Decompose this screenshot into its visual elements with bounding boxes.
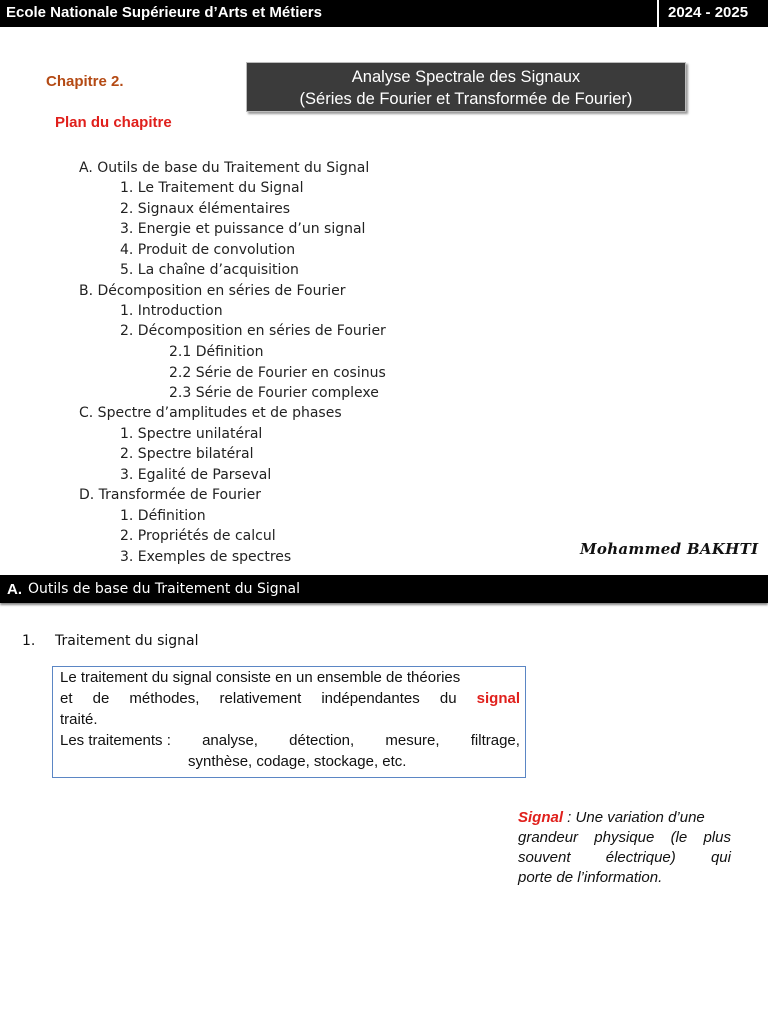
plan-item: 2.1 Définition <box>169 344 264 360</box>
definition-word: filtrage, <box>470 732 520 749</box>
section-title: Outils de base du Traitement du Signal <box>28 581 300 597</box>
definition-word: de <box>92 690 110 707</box>
note-text: : Une variation d’une <box>563 809 705 826</box>
definition-word: du <box>439 690 457 707</box>
definition-word: détection, <box>289 732 355 749</box>
signal-highlight: signal <box>476 690 520 707</box>
subsection-title: Traitement du signal <box>55 633 199 649</box>
definition-line: Le traitement du signal consiste en un ensemble de théories <box>60 669 461 686</box>
header-separator <box>657 0 659 27</box>
note-word: qui <box>710 849 731 866</box>
note-word: souvent <box>518 849 571 866</box>
plan-item: 2. Décomposition en séries de Fourier <box>120 323 386 339</box>
definition-line <box>60 731 520 751</box>
plan-item: 1. Spectre unilatéral <box>120 426 263 442</box>
definition-word: relativement <box>219 690 302 707</box>
note-line <box>518 848 731 868</box>
definition-word: méthodes, <box>129 690 200 707</box>
chapter-label: Chapitre 2. <box>46 73 124 90</box>
definition-box <box>52 666 526 778</box>
plan-item: C. Spectre d’amplitudes et de phases <box>79 405 342 421</box>
definition-word: Les traitements : <box>60 732 171 749</box>
academic-year: 2024 - 2025 <box>668 4 749 21</box>
plan-item: A. Outils de base du Traitement du Signal <box>79 160 370 176</box>
note-line: porte de l’information. <box>518 869 663 886</box>
author-signature: Mohammed BAKHTI <box>580 540 759 558</box>
chapter-title-line1: Analyse Spectrale des Signaux <box>351 68 581 86</box>
subsection-number: 1. <box>22 633 36 649</box>
note-word: grandeur <box>518 829 579 846</box>
plan-item: 2. Spectre bilatéral <box>120 446 254 462</box>
note-word: physique <box>594 829 655 846</box>
section-letter: A. <box>7 581 22 598</box>
plan-label: Plan du chapitre <box>55 114 172 131</box>
definition-word: analyse, <box>202 732 258 749</box>
definition-word: et <box>60 690 73 707</box>
plan-item: 3. Egalité de Parseval <box>120 467 272 483</box>
definition-line: traité. <box>60 711 98 728</box>
definition-word: mesure, <box>385 732 440 749</box>
chapter-title-box <box>246 62 686 112</box>
school-name: Ecole Nationale Supérieure d’Arts et Métiers <box>6 4 322 21</box>
definition-line <box>60 689 520 709</box>
definition-line: synthèse, codage, stockage, etc. <box>188 753 407 770</box>
chapter-title-line2: (Séries de Fourier et Transformée de Fourier) <box>299 90 633 108</box>
definition-word: indépendantes <box>321 690 420 707</box>
plan-item: 4. Produit de convolution <box>120 242 296 258</box>
plan-item: 3. Exemples de spectres <box>120 549 292 565</box>
plan-item: 1. Introduction <box>120 303 223 319</box>
plan-item: 2.2 Série de Fourier en cosinus <box>169 365 386 381</box>
plan-item: 3. Energie et puissance d’un signal <box>120 221 366 237</box>
plan-item: B. Décomposition en séries de Fourier <box>79 283 346 299</box>
note-line <box>518 808 731 828</box>
note-word: électrique) <box>605 849 676 866</box>
plan-item: 2.3 Série de Fourier complexe <box>169 385 379 401</box>
note-word: (le <box>670 829 688 846</box>
plan-item: 5. La chaîne d’acquisition <box>120 262 299 278</box>
plan-item: 1. Le Traitement du Signal <box>120 180 304 196</box>
plan-item: D. Transformée de Fourier <box>79 487 261 503</box>
plan-item: 2. Propriétés de calcul <box>120 528 276 544</box>
note-line <box>518 828 731 848</box>
plan-item: 1. Définition <box>120 508 206 524</box>
note-term: Signal <box>518 809 564 826</box>
signal-note <box>518 808 731 888</box>
plan-item: 2. Signaux élémentaires <box>120 201 291 217</box>
note-word: plus <box>703 829 731 846</box>
